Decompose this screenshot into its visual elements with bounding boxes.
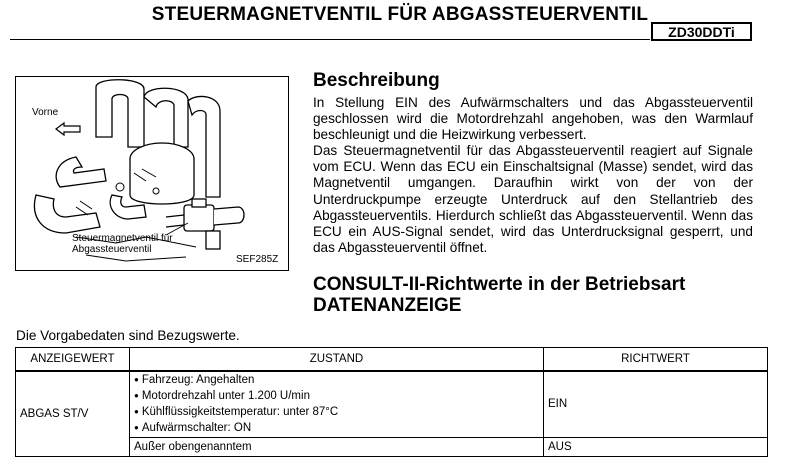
figure-caption-line1: Steuermagnetventil für (72, 233, 173, 244)
condition-item: ● Kühlflüssigkeitstemperatur: unter 87°C (134, 404, 539, 420)
component-figure (15, 76, 289, 271)
description-text (313, 95, 753, 256)
item-cell: ABGAS ST/V (16, 371, 130, 457)
consult-heading (313, 274, 783, 316)
table-row (16, 371, 768, 438)
description-heading: Beschreibung (313, 70, 440, 91)
column-header-anzeigewert: ANZEIGEWERT (16, 348, 130, 371)
column-header-zustand: ZUSTAND (130, 348, 544, 371)
front-label: Vorne (32, 107, 59, 118)
data-monitor-table (15, 347, 768, 457)
description-paragraph-2: Das Steuermagnetventil für das Abgassteuerventil reagiert auf Signale vom ECU. Wenn das ECU ein Einschaltsignal (Masse) sendet, wird das Magnetventil umgangen. Daraufhin wirkt von der von der Unterdruckpumpe erzeugte Unterdruck auf den Stellantrieb des Abgassteuerventils. Hierdurch schließt das Abgassteuerventil. Wenn das ECU ein AUS-Signal sendet, wird das Unterdrucksignal gesperrt, und das Abgassteuerventil öffnet. (313, 143, 753, 255)
condition-item: ● Aufwärmschalter: ON (134, 420, 539, 436)
condition-list (134, 372, 539, 437)
condition-cell (130, 371, 544, 438)
condition-item: ● Motordrehzahl unter 1.200 U/min (134, 388, 539, 404)
engine-code-badge: ZD30DDTi (651, 22, 752, 41)
reference-note: Die Vorgabedaten sind Bezugswerte. (16, 328, 240, 343)
consult-heading-line1: CONSULT-II-Richtwerte in der Betriebsart (313, 274, 686, 295)
value-off-cell: AUS (544, 437, 768, 456)
figure-caption (72, 233, 173, 255)
value-on-cell: EIN (544, 371, 768, 438)
page-title: STEUERMAGNETVENTIL FÜR ABGASSTEUERVENTIL (151, 4, 649, 25)
otherwise-cell: Außer obengenanntem (130, 437, 544, 456)
figure-code: SEF285Z (236, 254, 279, 265)
figure-caption-line2: Abgassteuerventil (72, 244, 152, 255)
condition-item: ● Fahrzeug: Angehalten (134, 372, 539, 388)
column-header-richtwert: RICHTWERT (544, 348, 768, 371)
consult-heading-line2: DATENANZEIGE (313, 295, 462, 316)
table-header-row (16, 348, 768, 371)
description-paragraph-1: In Stellung EIN des Aufwärmschalters und das Abgassteuerventil geschlossen wird die Motordrehzahl angehoben, was den Warmlauf beschleunigt und die Heizwirkung verbessert. (313, 95, 753, 143)
header-rule (10, 39, 650, 40)
